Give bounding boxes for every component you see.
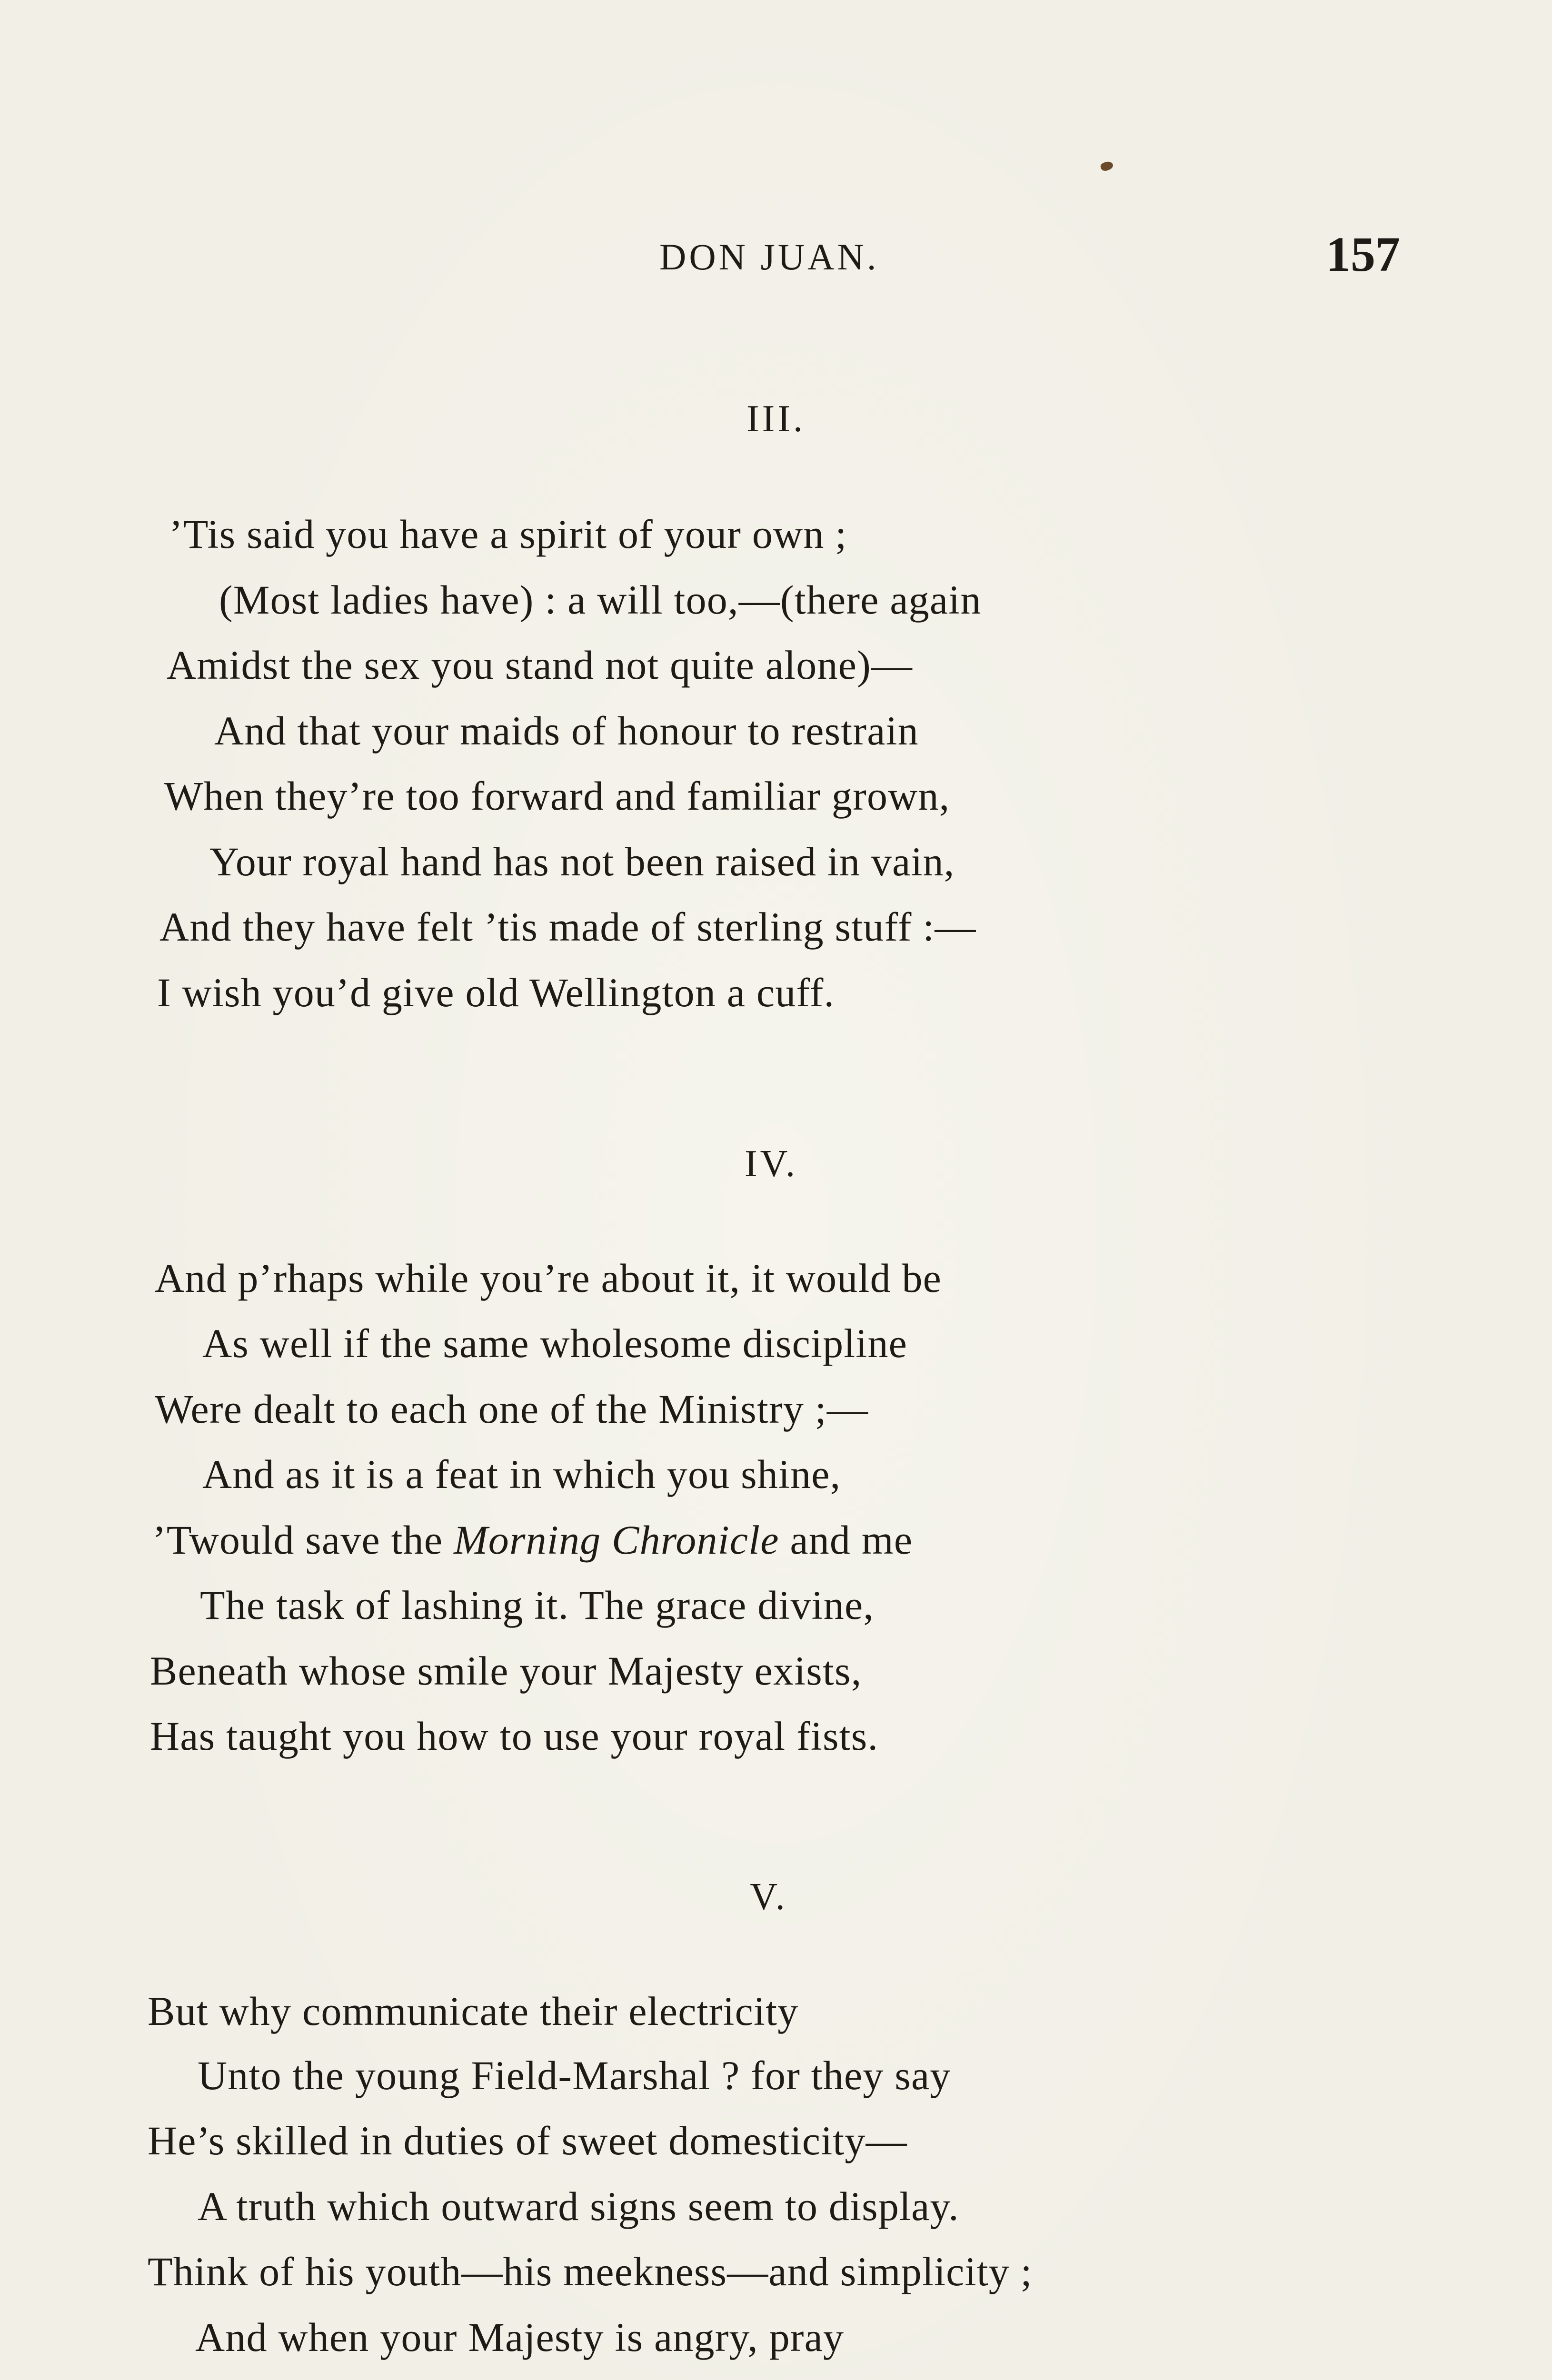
- verse-line: [148, 2374, 1013, 2380]
- verse-line: Unto the young Field-Marshal ? for they say: [198, 2053, 951, 2098]
- verse-line: [152, 1511, 913, 1568]
- verse-line: And that your maids of honour to restrain: [214, 708, 919, 754]
- verse-line: As well if the same wholesome discipline: [202, 1320, 908, 1366]
- verse-line: Beneath whose smile your Majesty exists,: [150, 1648, 862, 1694]
- verse-line: But why communicate their electricity: [148, 1988, 799, 2034]
- stanza-number: III.: [746, 398, 806, 440]
- verse-line: Think of his youth—his meekness—and simplicity ;: [148, 2249, 1033, 2294]
- verse-line: The task of lashing it. The grace divine,: [200, 1582, 875, 1628]
- page-header: [0, 228, 1552, 290]
- verse-line-start: ’Twould save the: [152, 1517, 454, 1563]
- verse-line: I wish you’d give old Wellington a cuff.: [157, 970, 835, 1015]
- verse-line: And when your Majesty is angry, pray: [195, 2314, 845, 2360]
- page-number: 157: [1326, 227, 1400, 282]
- ink-speck: [1100, 160, 1114, 172]
- verse-line: (Most ladies have) : a will too,—(there again: [219, 577, 982, 623]
- verse-line: Amidst the sex you stand not quite alone)—: [167, 642, 913, 688]
- verse-line: Were dealt to each one of the Ministry ;—: [155, 1386, 869, 1432]
- verse-line: ’Tis said you have a spirit of your own ;: [169, 511, 847, 557]
- verse-line: Your royal hand has not been raised in vain,: [209, 839, 955, 884]
- verse-line-end: and me: [779, 1517, 913, 1563]
- verse-line: Has taught you how to use your royal fists.: [150, 1713, 879, 1759]
- stanza-number: IV.: [744, 1143, 798, 1185]
- verse-line: A truth which outward signs seem to display.: [198, 2183, 959, 2229]
- verse-line: And p’rhaps while you’re about it, it would be: [155, 1255, 942, 1301]
- verse-line: And they have felt ’tis made of sterling stuff :—: [159, 904, 976, 950]
- verse-line: And as it is a feat in which you shine,: [202, 1451, 841, 1497]
- stanza-number: V.: [750, 1876, 788, 1918]
- verse-line: When they’re too forward and familiar grown,: [164, 773, 950, 819]
- running-title: DON JUAN.: [659, 236, 879, 278]
- verse-line: He’s skilled in duties of sweet domesticity—: [148, 2118, 907, 2163]
- newspaper-title: Morning Chronicle: [453, 1517, 779, 1563]
